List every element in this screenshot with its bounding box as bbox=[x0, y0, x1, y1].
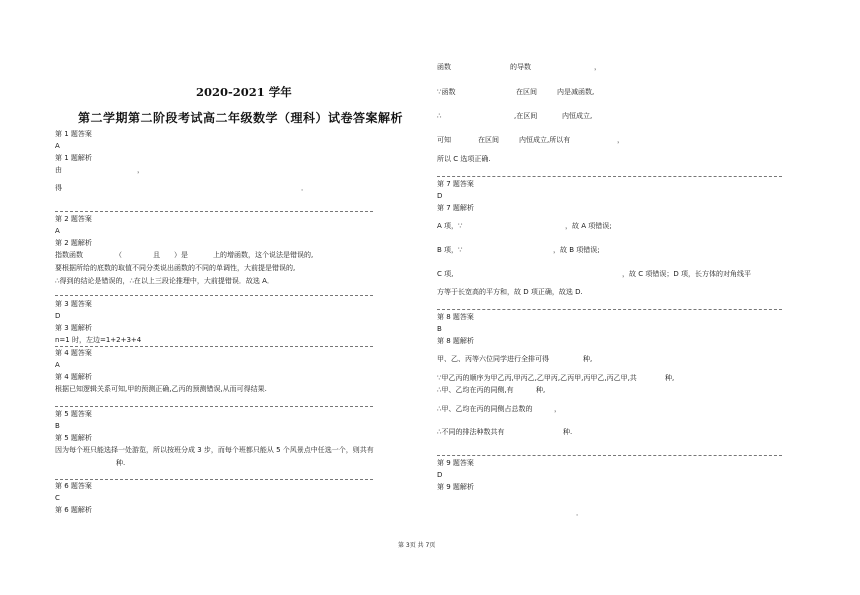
q7-explanation-part: ，故 A 项错误; bbox=[565, 222, 612, 230]
q3-answer-label: 第 3 题答案 bbox=[55, 300, 92, 308]
q7-explanation-part: ，故 C 项错误；D 项，长方体的对角线平 bbox=[622, 270, 751, 278]
q1-answer-label: 第 1 题答案 bbox=[55, 130, 92, 138]
q8-explanation-line: ∴不同的排法种数共有 bbox=[437, 428, 505, 436]
q5-answer: B bbox=[55, 422, 60, 430]
q4-answer: A bbox=[55, 361, 60, 369]
q6-explanation-part: ， bbox=[617, 136, 624, 144]
q6-explanation-label: 第 6 题解析 bbox=[55, 506, 92, 514]
q8-explanation-part: 种. bbox=[563, 428, 573, 436]
q6-explanation-line: ∵函数 bbox=[437, 88, 456, 96]
q5-explanation-line: 因为每个班只能选择一处游览，所以按班分成 3 步，而每个班都只能从 5 个风景点中任选一个，则共有 bbox=[55, 446, 374, 454]
separator bbox=[55, 211, 373, 212]
q8-explanation-line: ∴甲、乙均在丙的同侧,有 bbox=[437, 386, 514, 394]
q7-explanation-line: A 项，∵ bbox=[437, 222, 463, 230]
q1-explanation-line: 由 bbox=[55, 166, 62, 174]
q1-answer: A bbox=[55, 142, 60, 150]
q5-explanation-label: 第 5 题解析 bbox=[55, 434, 92, 442]
q9-answer-label: 第 9 题答案 bbox=[437, 459, 474, 467]
q6-answer: C bbox=[55, 494, 60, 502]
q9-explanation-punct: ． bbox=[576, 509, 583, 517]
q6-explanation-part: 在区间 bbox=[516, 88, 537, 96]
q4-answer-label: 第 4 题答案 bbox=[55, 349, 92, 357]
q3-explanation-label: 第 3 题解析 bbox=[55, 324, 92, 332]
q9-answer: D bbox=[437, 471, 443, 479]
separator bbox=[55, 295, 373, 296]
q3-answer: D bbox=[55, 312, 61, 320]
q2-explanation-part: ）是 bbox=[174, 251, 188, 259]
q8-explanation-part: 种, bbox=[583, 355, 593, 363]
q6-explanation-part: ,在区间 bbox=[514, 112, 538, 120]
q6-explanation-line: ∴ bbox=[437, 112, 442, 120]
q2-explanation-line: 指数函数 bbox=[55, 251, 83, 259]
q5-answer-label: 第 5 题答案 bbox=[55, 410, 92, 418]
q2-answer: A bbox=[55, 227, 60, 235]
q6-explanation-part: 内是减函数, bbox=[557, 88, 595, 96]
separator bbox=[437, 176, 782, 177]
page-footer: 第 3页 共 7页 bbox=[398, 542, 436, 549]
q7-answer-label: 第 7 题答案 bbox=[437, 180, 474, 188]
q1-explanation-punct: ． bbox=[301, 184, 308, 192]
q6-answer-label: 第 6 题答案 bbox=[55, 482, 92, 490]
q1-explanation-label: 第 1 题解析 bbox=[55, 154, 92, 162]
q6-explanation-part: 内恒成立,所以有 bbox=[519, 136, 571, 144]
q7-explanation-line: 方等于长宽高的平方和，故 D 项正确，故选 D. bbox=[437, 288, 583, 296]
q1-explanation-punct: ， bbox=[137, 166, 144, 174]
separator bbox=[437, 455, 782, 456]
q3-explanation-line: n=1 时，左边=1+2+3+4 bbox=[55, 336, 142, 344]
q6-explanation-part: 在区间 bbox=[478, 136, 499, 144]
q4-explanation-line: 根据已知逻辑关系可知,甲的预测正确,乙丙的预测错误,从而可得结果. bbox=[55, 385, 267, 393]
q8-explanation-part: 种, bbox=[536, 386, 546, 394]
q9-explanation-label: 第 9 题解析 bbox=[437, 483, 474, 491]
q8-explanation-label: 第 8 题解析 bbox=[437, 337, 474, 345]
q8-explanation-line: 甲、乙、丙等六位同学进行全排可得 bbox=[437, 355, 549, 363]
q7-explanation-part: ，故 B 项错误; bbox=[553, 246, 600, 254]
q7-explanation-label: 第 7 题解析 bbox=[437, 204, 474, 212]
q8-explanation-part: ， bbox=[554, 405, 561, 413]
q6-explanation-line: 所以 C 选项正确. bbox=[437, 155, 491, 163]
q7-answer: D bbox=[437, 192, 443, 200]
q1-explanation-line: 得 bbox=[55, 184, 62, 192]
q8-explanation-part: 种, bbox=[665, 374, 675, 382]
q6-explanation-part: 内恒成立, bbox=[562, 112, 593, 120]
q2-explanation-part: 上的增函数，这个说法是错误的, bbox=[213, 251, 314, 259]
q4-explanation-label: 第 4 题解析 bbox=[55, 373, 92, 381]
separator bbox=[55, 406, 373, 407]
document-title: 第二学期第二阶段考试高二年级数学（理科）试卷答案解析 bbox=[78, 111, 404, 125]
q6-explanation-line: 可知 bbox=[437, 136, 451, 144]
q6-explanation-part: ， bbox=[594, 63, 601, 71]
q2-explanation-part: 且 bbox=[153, 251, 160, 259]
q6-explanation-part: 的导数 bbox=[510, 63, 531, 71]
q2-explanation-label: 第 2 题解析 bbox=[55, 239, 92, 247]
q2-explanation-line: ∴得到的结论是错误的，∴在以上三段论推理中，大前提错误．故选 A． bbox=[55, 277, 274, 285]
separator bbox=[55, 346, 373, 347]
separator bbox=[437, 309, 782, 310]
q8-explanation-line: ∵甲乙丙的顺序为甲乙丙,甲丙乙,乙甲丙,乙丙甲,丙甲乙,丙乙甲,共 bbox=[437, 374, 637, 382]
q7-explanation-line: C 项, bbox=[437, 270, 454, 278]
q2-explanation-line: 要根据所给的底数的取值不同分类说出函数的不同的单调性，大前提是错误的, bbox=[55, 264, 296, 272]
q6-explanation-line: 函数 bbox=[437, 63, 451, 71]
q2-answer-label: 第 2 题答案 bbox=[55, 215, 92, 223]
q2-explanation-part: （ bbox=[115, 251, 122, 259]
q8-answer-label: 第 8 题答案 bbox=[437, 313, 474, 321]
q7-explanation-line: B 项，∵ bbox=[437, 246, 463, 254]
q8-answer: B bbox=[437, 325, 442, 333]
document-year: 2020-2021 学年 bbox=[196, 85, 292, 99]
q5-explanation-line: 种. bbox=[116, 459, 126, 467]
q8-explanation-line: ∴甲、乙均在丙的同侧占总数的 bbox=[437, 405, 533, 413]
separator bbox=[55, 479, 373, 480]
